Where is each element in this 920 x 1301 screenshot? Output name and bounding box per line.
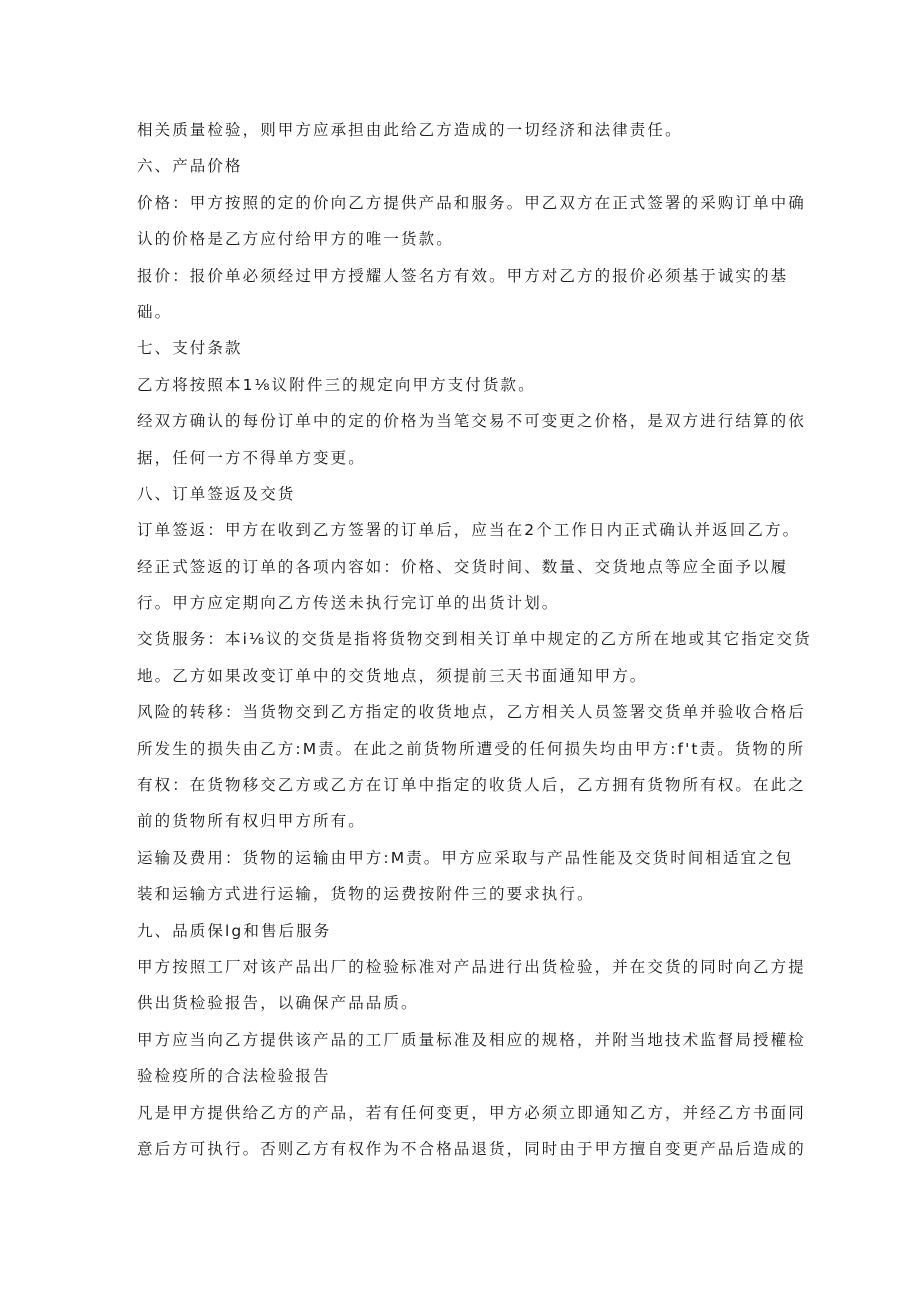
text-line: 据，任何一方不得单方变更。 — [137, 448, 366, 467]
text-line: 相关质量检验，则甲方应承担由此给乙方造成的一切经济和法律责任。 — [137, 121, 683, 139]
text-line: 装和运输方式进行运输，货物的运费按附件三的要求执行。 — [137, 885, 595, 904]
text-line: 甲方按照工厂对该产品出厂的检验标准对产品进行出货检验，并在交货的同时向乙方提 — [137, 957, 806, 976]
text-line: 供出货检验报告，以确保产品品质。 — [137, 994, 419, 1013]
text-line: 交货服务：本i⅛议的交货是指将货物交到相关订单中规定的乙方所在地或其它指定交货 — [137, 630, 812, 649]
text-line: 地。乙方如果改变订单中的交货地点，须提前三天书面通知甲方。 — [137, 666, 648, 685]
text-line: 验检疫所的合法检验报告 — [137, 1067, 331, 1086]
text-line: 风险的转移：当货物交到乙方指定的收货地点，乙方相关人员签署交货单并验收合格后 — [137, 703, 806, 722]
text-line: 行。甲方应定期向乙方传送未执行完订单的出货计划。 — [137, 594, 560, 613]
text-line: 凡是甲方提供给乙方的产品，若有任何变更，甲方必须立即通知乙方，并经乙方书面同 — [137, 1103, 806, 1122]
text-line: 意后方可执行。否则乙方有权作为不合格品退货，同时由于甲方擅自变更产品后造成的 — [137, 1139, 806, 1158]
text-line: 乙方将按照本1⅛议附件三的规定向甲方支付货款。 — [137, 375, 536, 394]
text-line: 订单签返：甲方在收到乙方签署的订单后，应当在2个工作日内正式确认并返回乙方。 — [137, 521, 801, 540]
section-heading: 六、产品价格 — [137, 157, 243, 176]
text-line: 运输及费用：货物的运输由甲方:M责。甲方应采取与产品性能及交货时间相适宜之包 — [137, 848, 794, 867]
text-line: 报价：报价单必须经过甲方授耀人签名方有效。甲方对乙方的报价必须基于诚实的基 — [137, 266, 789, 285]
text-line: 认的价格是乙方应付给甲方的唯一货款。 — [137, 230, 454, 249]
text-line: 础。 — [137, 302, 173, 321]
text-line: 经正式签返的订单的各项内容如：价格、交货时间、数量、交货地点等应全面予以履 — [137, 557, 789, 576]
text-line: 经双方确认的每份订单中的定的价格为当笔交易不可变更之价格，是双方进行结算的依 — [137, 412, 806, 431]
text-line: 所发生的损失由乙方:M责。在此之前货物所遭受的任何损失均由甲方:f't责。货物的所 — [137, 739, 806, 758]
text-line: 价格：甲方按照的定的价向乙方提供产品和服务。甲乙双方在正式签署的采购订单中确 — [137, 193, 806, 212]
text-line: 有权：在货物移交乙方或乙方在订单中指定的收货人后，乙方拥有货物所有权。在此之 — [137, 776, 806, 795]
section-heading: 九、品质保lg和售后服务 — [137, 921, 332, 940]
text-line: 前的货物所有权归甲方所有。 — [137, 812, 366, 831]
text-line: 甲方应当向乙方提供该产品的工厂质量标准及相应的规格，并附当地技术监督局授權检 — [137, 1030, 806, 1049]
document-body — [137, 112, 812, 1167]
section-heading: 八、订单签返及交货 — [137, 484, 296, 503]
section-heading: 七、支付条款 — [137, 339, 243, 358]
